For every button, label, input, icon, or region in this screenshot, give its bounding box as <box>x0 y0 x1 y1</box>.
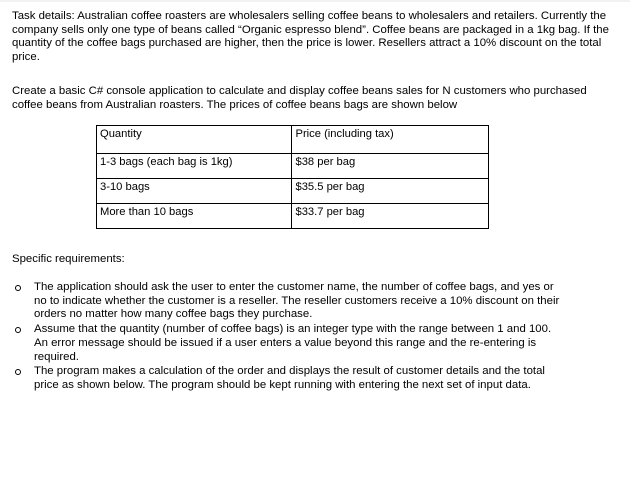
requirement-text: The program makes a calculation of the order and displays the result of customer details and the total price as shown below. The program should be kept running with entering the next set of input data. <box>34 365 545 391</box>
price-table-header-row <box>97 126 489 154</box>
price-cell: $33.7 per bag <box>292 204 489 229</box>
list-item <box>0 365 630 392</box>
specific-requirements-heading: Specific requirements: <box>12 253 125 265</box>
quantity-header: Quantity <box>97 126 292 154</box>
quantity-cell: 3-10 bags <box>97 179 292 204</box>
requirements-list <box>0 281 630 394</box>
task-instructions-paragraph: Create a basic C# console application to calculate and display coffee beans sales for N customers who purchased coffee beans from Australian roasters. The prices of coffee beans bags are shown below <box>12 85 587 111</box>
table-row <box>97 154 489 179</box>
price-cell: $35.5 per bag <box>292 179 489 204</box>
hollow-circle-bullet-icon <box>15 327 21 333</box>
table-row <box>97 179 489 204</box>
hollow-circle-bullet-icon <box>15 285 21 291</box>
task-details-paragraph: Task details: Australian coffee roasters are wholesalers selling coffee beans to wholesalers and retailers. Currently the company sells only one type of beans called “Organic espresso blend”. Coffee beans are packaged in a 1kg bag. If the quantity of the coffee bags purchased are higher, then the price is lower. Resellers attract a 10% discount on the total price. <box>12 10 609 64</box>
requirement-text: The application should ask the user to enter the customer name, the number of coffee bags, and yes or no to indicate whether the customer is a reseller. The reseller customers receive a 10% discount on their orders no matter how many coffee bags they purchase. <box>34 281 560 321</box>
list-item <box>0 281 630 322</box>
hollow-circle-bullet-icon <box>15 369 21 375</box>
top-divider <box>0 0 630 2</box>
price-table <box>96 125 489 229</box>
price-cell: $38 per bag <box>292 154 489 179</box>
quantity-cell: More than 10 bags <box>97 204 292 229</box>
requirement-text: Assume that the quantity (number of coffee bags) is an integer type with the range between 1 and 100. An error message should be issued if a user enters a value beyond this range and the re-entering is required. <box>34 323 552 363</box>
list-item <box>0 323 630 364</box>
price-header: Price (including tax) <box>292 126 489 154</box>
table-row <box>97 204 489 229</box>
quantity-cell: 1-3 bags (each bag is 1kg) <box>97 154 292 179</box>
